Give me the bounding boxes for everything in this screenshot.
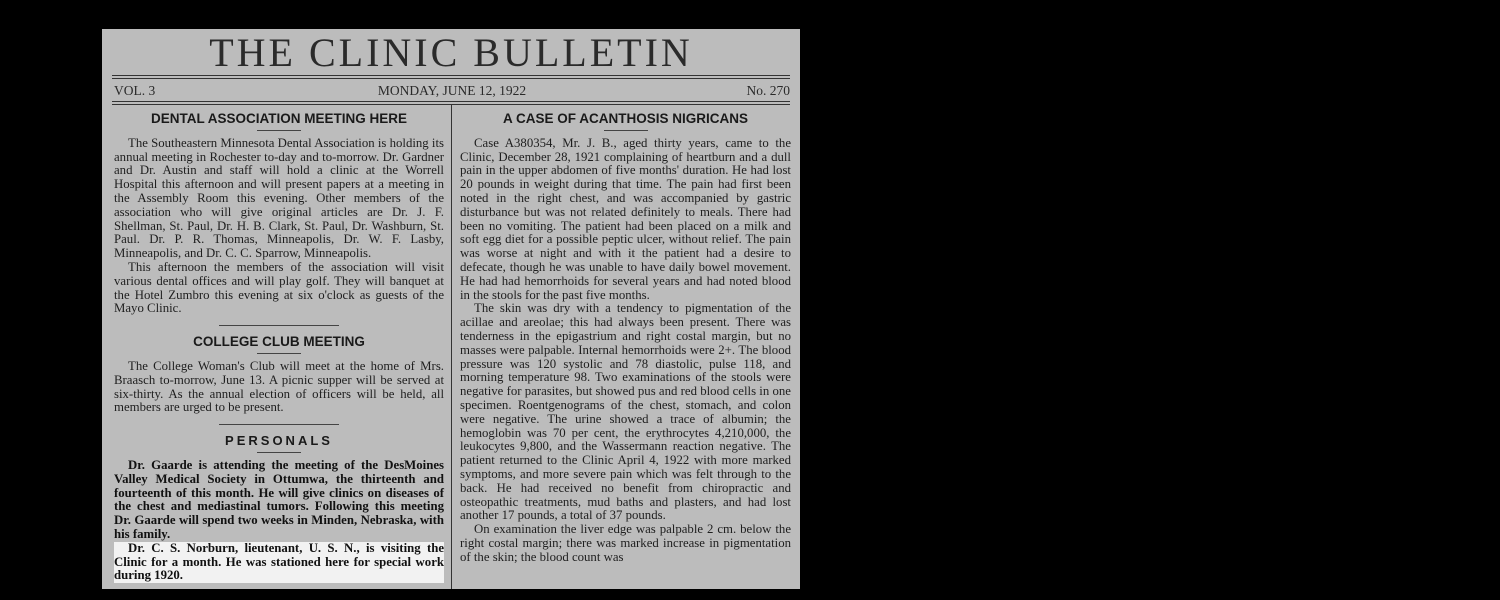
issue-number: No. 270	[746, 83, 790, 98]
heading-rule	[604, 130, 648, 131]
article-paragraph: The Southeastern Minnesota Dental Association is holding its annual meeting in Rochester to-day and to-morrow. Dr. Gardner and Dr. Austin and staff will hold a clinic at the Worrell Hospital this afternoon and will present papers at a meeting in the Assembly Room this evening. Other members of the association who will give original articles are Dr. J. F. Shellman, St. Paul, Dr. H. B. Clark, St. Paul, Dr. Washburn, St. Paul. Dr. P. R. Thomas, Minneapolis, Dr. W. F. Lasby, Minneapolis, and Dr. C. C. Sparrow, Minneapolis.	[114, 135, 444, 261]
article-heading: A CASE OF ACANTHOSIS NIGRICANS	[502, 111, 748, 126]
masthead-title: THE CLINIC BULLETIN	[209, 30, 693, 75]
acanthosis-article	[460, 112, 791, 565]
article-paragraph: The College Woman's Club will meet at the home of Mrs. Braasch to-morrow, June 13. A picnic supper will be served at six-thirty. As the annual election of officers will be held, all members are urged to be present.	[114, 358, 444, 415]
masthead-rule-bottom	[112, 78, 790, 79]
article-divider	[219, 325, 339, 326]
left-column	[114, 112, 444, 583]
article-paragraph-highlighted: Dr. C. S. Norburn, lieutenant, U. S. N., is visiting the Clinic for a month. He was stationed here for special work during 1920.	[114, 540, 444, 583]
heading-rule	[257, 353, 301, 354]
article-paragraph: This afternoon the members of the association will visit various dental offices and will play golf. They will banquet at the Hotel Zumbro this evening at six o'clock as guests of the Mayo Clinic.	[114, 259, 444, 316]
issue-date: MONDAY, JUNE 12, 1922	[377, 83, 527, 98]
column-separator	[451, 105, 452, 589]
volume-label: VOL. 3	[114, 83, 156, 98]
college-club-article	[114, 335, 444, 415]
article-heading: PERSONALS	[225, 433, 333, 449]
personals-article	[114, 434, 444, 583]
masthead-rule-top	[112, 75, 790, 76]
heading-rule	[257, 130, 301, 131]
dateline	[114, 83, 790, 99]
article-paragraph: On examination the liver edge was palpable 2 cm. below the right costal margin; there was marked increase in pigmentation of the skin; the blood count was	[460, 522, 791, 564]
article-paragraph: Case A380354, Mr. J. B., aged thirty years, came to the Clinic, December 28, 1921 complaining of heartburn and a dull pain in the upper abdomen of five months' duration. He had lost 20 pounds in weight during that time. The pain had first been noted in the right chest, and was accompanied by gastric disturbance but was not related definitely to meals. There had been no vomiting. The patient had been placed on a milk and soft egg diet for a possible peptic ulcer, without relief. The pain was worse at night and with it the patient had a desire to defecate, though he was unable to have daily bowel movement. He had had hemorrhoids for several years and had noted blood in the stools for the past five months.	[460, 135, 791, 302]
article-divider	[219, 424, 339, 425]
dental-article	[114, 112, 444, 316]
right-column	[460, 112, 791, 565]
article-heading: COLLEGE CLUB MEETING	[193, 334, 365, 350]
article-heading: DENTAL ASSOCIATION MEETING HERE	[150, 111, 407, 126]
dateline-rule-top	[112, 101, 790, 102]
article-paragraph: Dr. Gaarde is attending the meeting of the DesMoines Valley Medical Society in Ottumwa, the thirteenth and fourteenth of this month. He will give clinics on diseases of the chest and mediastinal tumors. Following this meeting Dr. Gaarde will spend two weeks in Minden, Nebraska, with his family.	[114, 457, 444, 541]
newspaper-page	[102, 29, 800, 589]
article-paragraph: The skin was dry with a tendency to pigmentation of the acillae and areolae; this had always been present. There was tenderness in the epigastrium and right costal margin, but no masses were palpable. Internal hemorrhoids were 2+. The blood pressure was 120 systolic and 78 diastolic, pulse 118, and morning temperature 98. Two examinations of the stools were negative for parasites, but showed pus and red blood cells in one specimen. Roentgenograms of the chest, stomach, and colon were negative. The urine showed a trace of albumin; the hemoglobin was 70 per cent, the erythrocytes 4,210,000, the leukocytes 9,800, and the Wassermann reaction negative. The patient returned to the Clinic April 4, 1922 with more marked symptoms, and more severe pain which was felt through to the back. He had received no benefit from chiropractic and osteopathic treatments, mud baths and plasters, and had lost another 17 pounds, a total of 37 pounds.	[460, 301, 791, 523]
heading-rule	[257, 452, 301, 453]
